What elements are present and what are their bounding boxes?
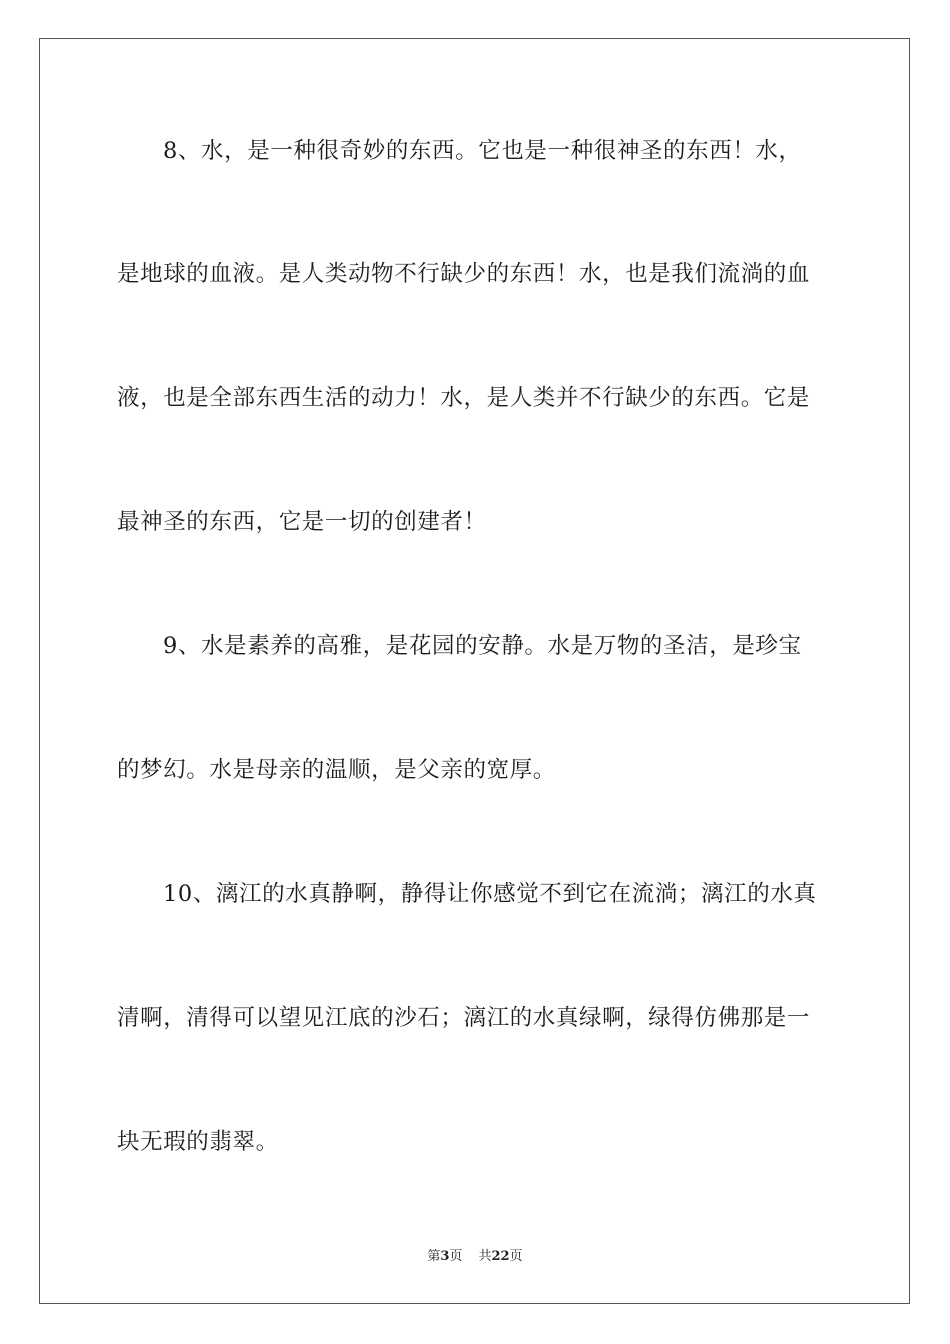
paragraph-9-line-2: 的梦幻。水是母亲的温顺，是父亲的宽厚。 [117, 757, 556, 783]
footer-total-prefix: 共 [478, 1249, 492, 1264]
paragraph-8-line-2: 是地球的血液。是人类动物不行缺少的东西！水，也是我们流淌的血 [117, 261, 811, 287]
page-footer [0, 1248, 950, 1266]
paragraph-10-line-2: 清啊，清得可以望见江底的沙石；漓江的水真绿啊，绿得仿佛那是一 [117, 1005, 811, 1031]
paragraph-8-line-4: 最神圣的东西，它是一切的创建者！ [117, 509, 487, 535]
paragraph-8-line-3: 液，也是全部东西生活的动力！水，是人类并不行缺少的东西。它是 [117, 385, 811, 411]
footer-page-suffix: 页 [449, 1249, 463, 1264]
footer-total-pages: 22 [491, 1249, 510, 1264]
footer-page-number: 3 [440, 1249, 450, 1264]
footer-page-prefix: 第 [427, 1249, 441, 1264]
paragraph-10-line-1: 10、漓江的水真静啊，静得让你感觉不到它在流淌；漓江的水真 [163, 881, 817, 907]
paragraph-8-line-1: 8、水，是一种很奇妙的东西。它也是一种很神圣的东西！水， [163, 138, 802, 164]
footer-total-suffix: 页 [509, 1249, 523, 1264]
paragraph-9-line-1: 9、水是素养的高雅，是花园的安静。水是万物的圣洁，是珍宝 [163, 633, 802, 659]
paragraph-10-line-3: 块无瑕的翡翠。 [117, 1129, 279, 1155]
page-border [39, 38, 910, 1304]
